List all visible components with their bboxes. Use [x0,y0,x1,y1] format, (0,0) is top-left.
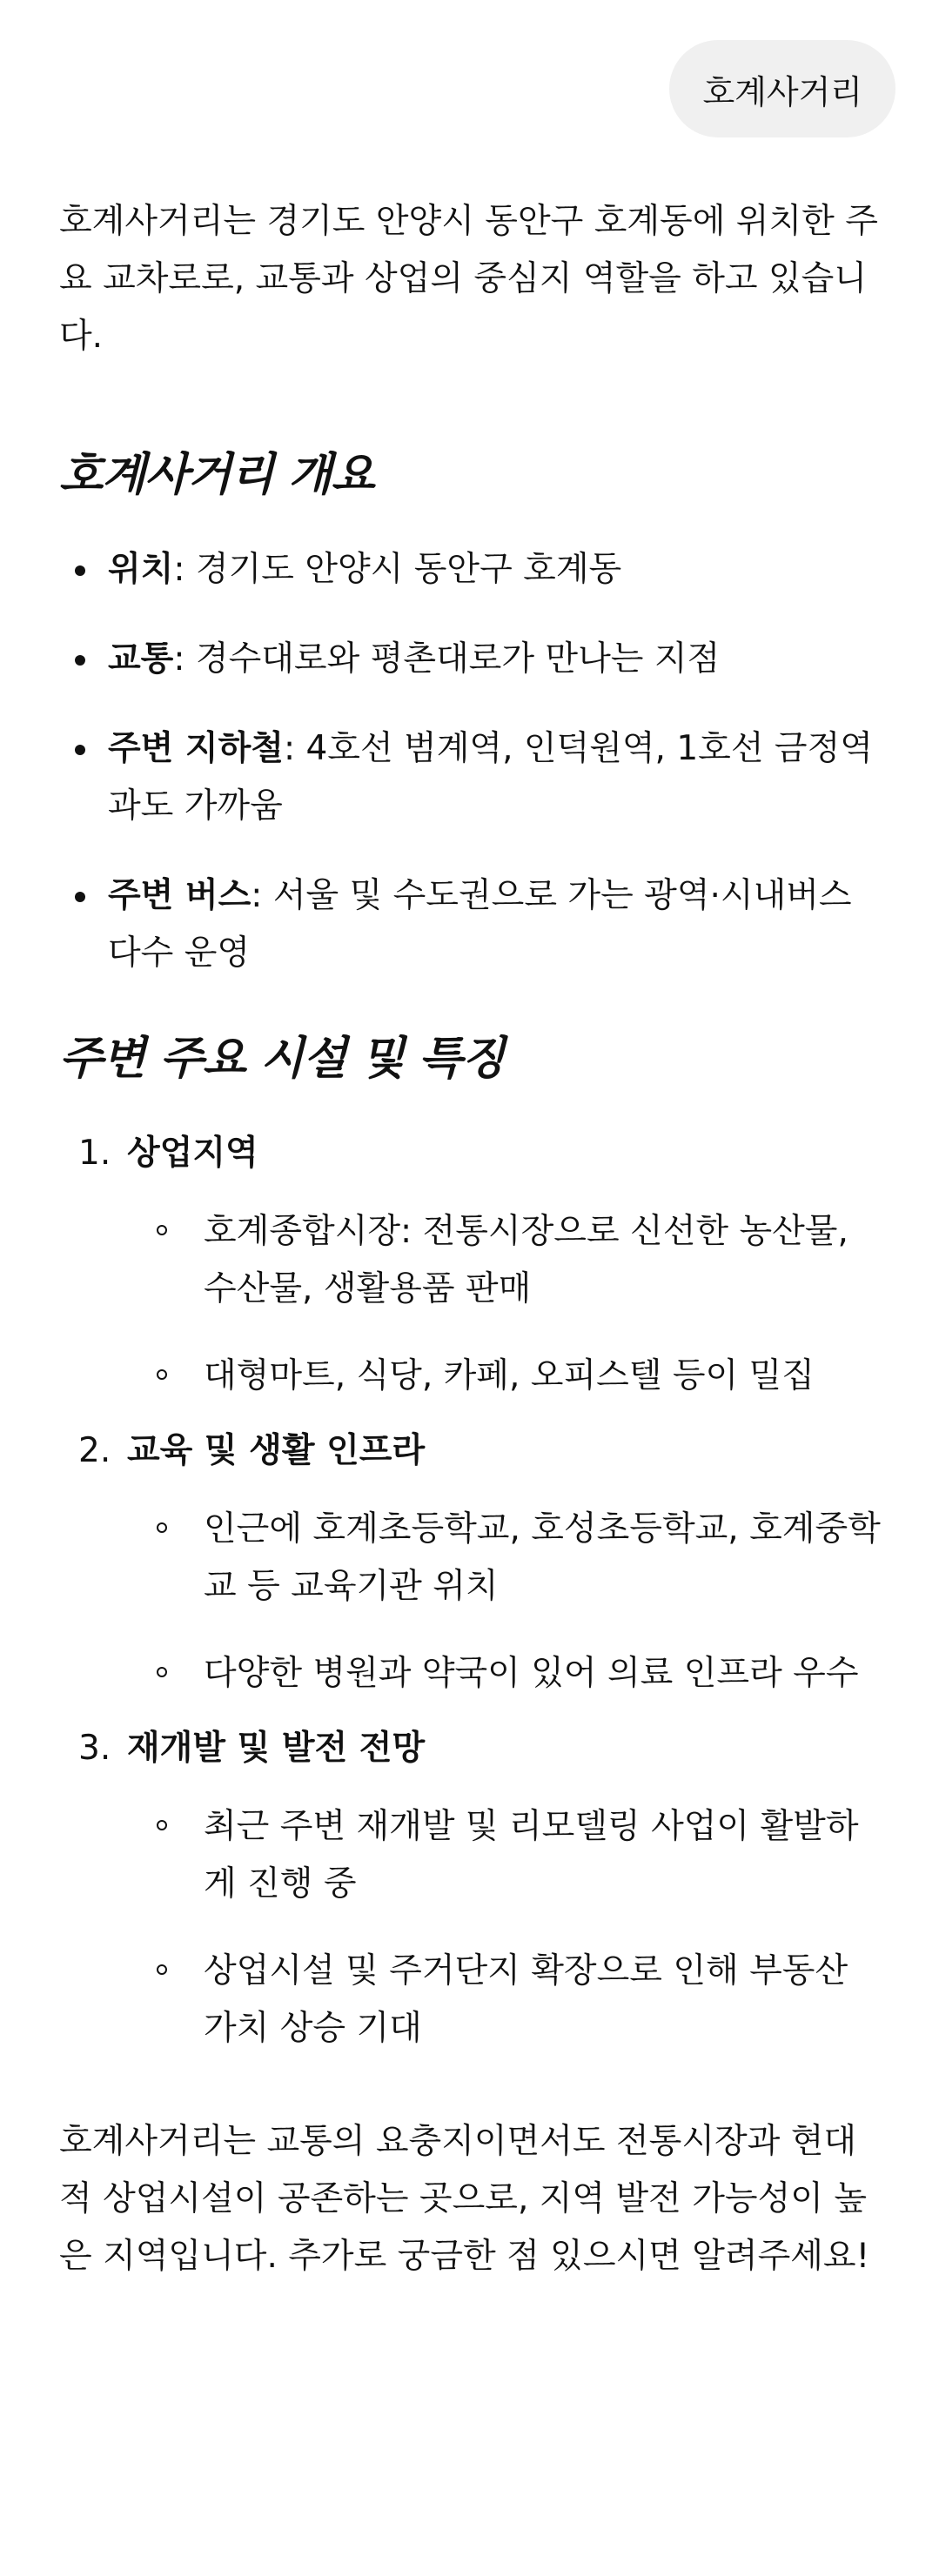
overview-item-label: 주변 지하철 [108,729,284,768]
overview-item-label: 교통 [108,639,174,679]
section-title: 교육 및 생활 인프라 [127,1431,426,1470]
list-item: 호계종합시장: 전통시장으로 신선한 농산물, 수산물, 생활용품 판매 [59,1203,886,1318]
overview-item-text: : 4호선 범계역, 인덕원역, 1호선 금정역과도 가까움 [108,729,873,826]
overview-heading: 호계사거리 개요 [59,449,374,501]
section-header [59,1422,886,1480]
overview-list [59,541,886,982]
section-number: 2. [78,1431,111,1470]
assistant-response [59,193,886,2285]
overview-item-subway [59,720,886,835]
section-items [59,1798,886,2057]
intro-paragraph: 호계사거리는 경기도 안양시 동안구 호계동에 위치한 주요 교차로로, 교통과 상업의 중심지 역할을 하고 있습니다. [59,202,878,356]
section-number: 1. [78,1134,111,1173]
section-title: 재개발 및 발전 전망 [127,1729,426,1768]
overview-item-text: : 서울 및 수도권으로 가는 광역·시내버스 다수 운영 [108,876,852,973]
closing-paragraph: 호계사거리는 교통의 요충지이면서도 전통시장과 현대적 상업시설이 공존하는 곳으로, 지역 발전 가능성이 높은 지역입니다. 추가로 궁금한 점 있으시면 알려주세요! [59,2122,870,2276]
user-message-bubble [669,40,895,137]
facilities-heading: 주변 주요 시설 및 특징 [59,1033,505,1085]
section-redevelopment [59,1720,886,2057]
overview-item-text: : 경수대로와 평촌대로가 만나는 지점 [173,639,721,679]
list-item: 대형마트, 식당, 카페, 오피스텔 등이 밀집 [59,1348,886,1405]
section-title: 상업지역 [127,1134,258,1173]
overview-item-label: 위치 [108,550,174,589]
list-item: 최근 주변 재개발 및 리모델링 사업이 활발하게 진행 중 [59,1798,886,1913]
overview-item-text: : 경기도 안양시 동안구 호계동 [173,550,622,589]
overview-item-location [59,541,886,599]
list-item: 상업시설 및 주거단지 확장으로 인해 부동산 가치 상승 기대 [59,1943,886,2057]
list-item: 다양한 병원과 약국이 있어 의료 인프라 우수 [59,1645,886,1703]
facilities-list [59,1125,886,2057]
user-message-text: 호계사거리 [702,72,862,111]
section-items [59,1203,886,1405]
section-header [59,1720,886,1777]
overview-item-label: 주변 버스 [108,876,252,915]
section-items [59,1501,886,1703]
section-number: 3. [78,1729,111,1768]
list-item: 인근에 호계초등학교, 호성초등학교, 호계중학교 등 교육기관 위치 [59,1501,886,1616]
overview-item-transport [59,631,886,688]
section-education [59,1422,886,1703]
section-commercial [59,1125,886,1405]
overview-item-bus [59,867,886,982]
section-header [59,1125,886,1182]
